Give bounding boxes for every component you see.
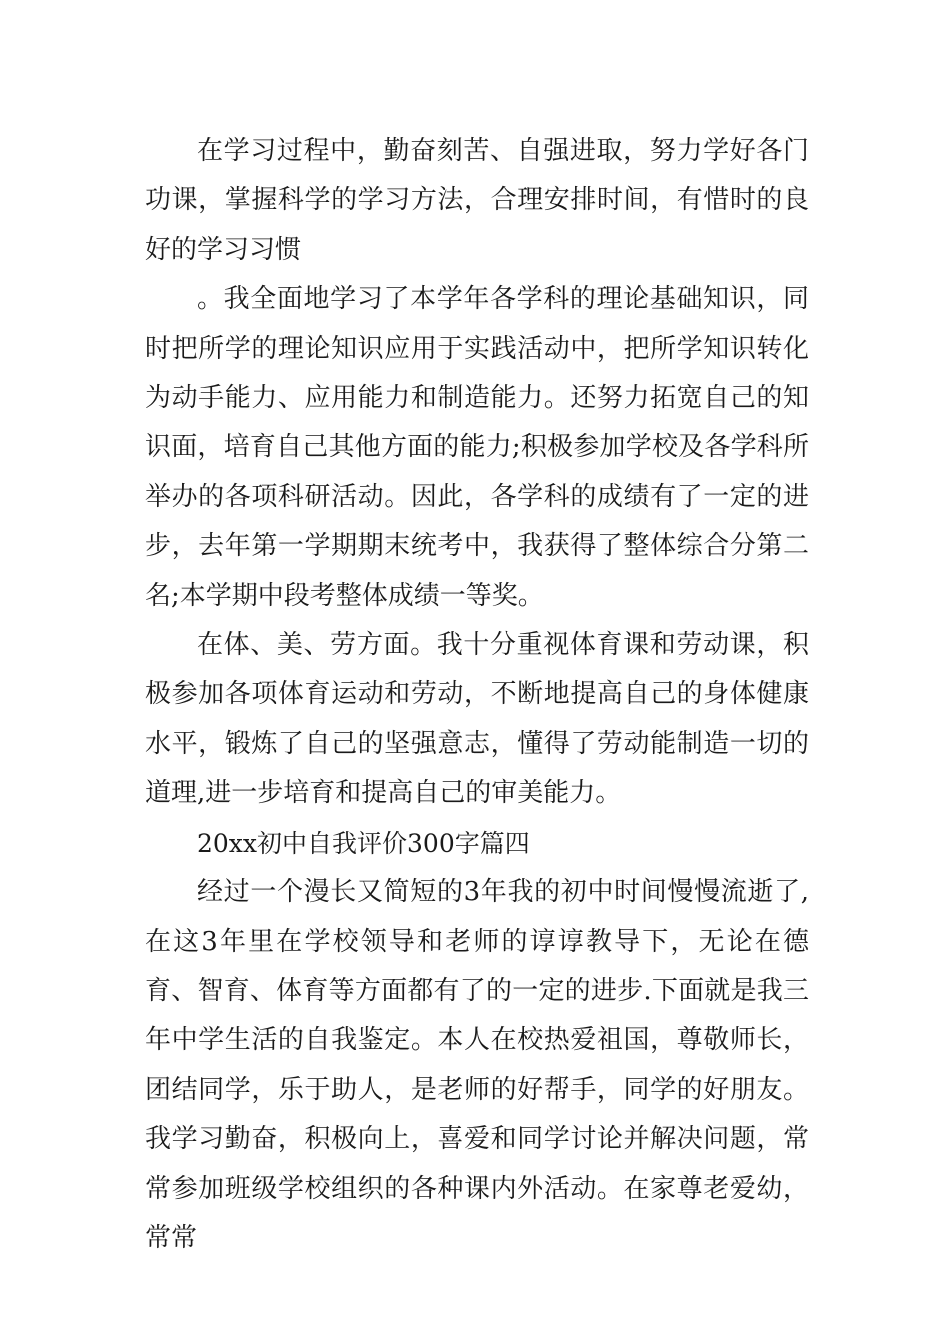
paragraph-sports-labor: 在体、美、劳方面。我十分重视体育课和劳动课，积极参加各项体育运动和劳动，不断地提高自己的身体健康水平，锻炼了自己的坚强意志，懂得了劳动能制造一切的道理,进一步培育和提高自己的审美能力。 (145, 630, 809, 809)
section-heading: 20xx初中自我评价300字篇四 (197, 828, 530, 858)
paragraph-study-process: 在学习过程中，勤奋刻苦、自强进取，努力学好各门功课，掌握科学的学习方法，合理安排时间，有惜时的良好的学习习惯 (145, 136, 809, 265)
paragraph-three-years: 经过一个漫长又简短的3年我的初中时间慢慢流逝了,在这3年里在学校领导和老师的谆谆教导下，无论在德育、智育、体育等方面都有了的一定的进步.下面就是我三年中学生活的自我鉴定。本人在校热爱祖国，尊敬师长，团结同学，乐于助人，是老师的好帮手，同学的好朋友。我学习勤奋，积极向上，喜爱和同学讨论并解决问题，常常参加班级学校组织的各种课内外活动。在家尊老爱幼，常常 (145, 877, 809, 1253)
document-body (145, 127, 809, 1263)
paragraph-knowledge: 。我全面地学习了本学年各学科的理论基础知识，同时把所学的理论知识应用于实践活动中，把所学知识转化为动手能力、应用能力和制造能力。还努力拓宽自己的知识面，培育自己其他方面的能力;积极参加学校及各学科所举办的各项科研活动。因此，各学科的成绩有了一定的进步，去年第一学期期末统考中，我获得了整体综合分第二名;本学期中段考整体成绩一等奖。 (145, 284, 809, 611)
